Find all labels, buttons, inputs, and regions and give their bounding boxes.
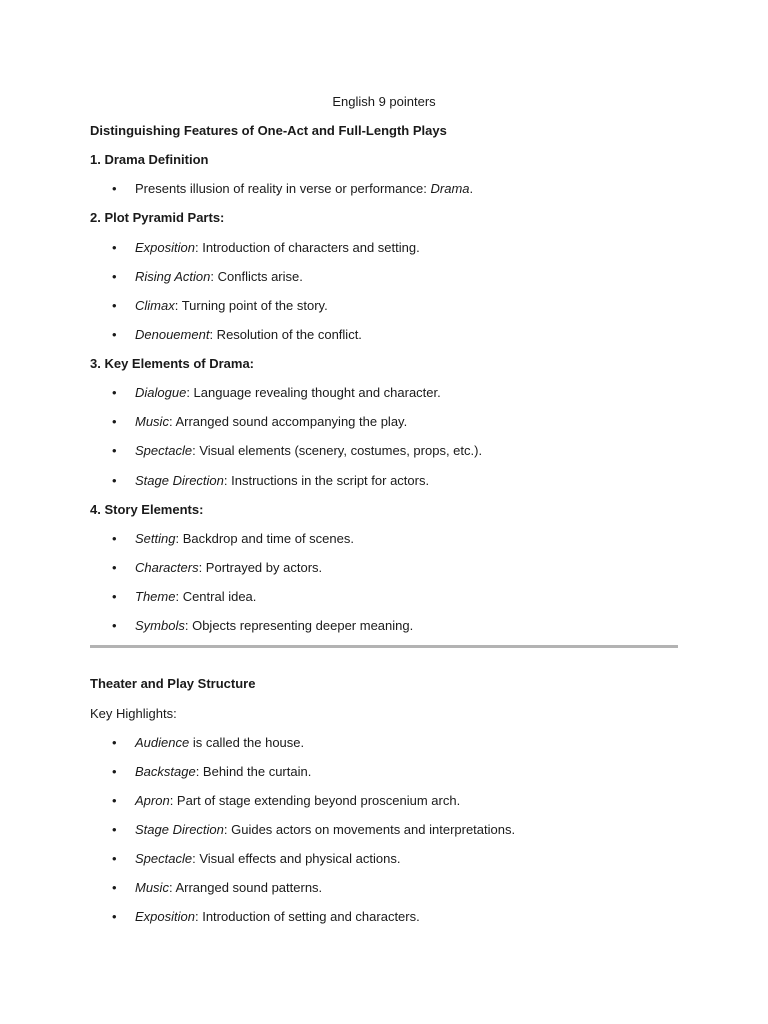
item-text: : Resolution of the conflict. — [209, 327, 362, 342]
item-term: Setting — [135, 531, 176, 546]
list-item — [135, 734, 304, 752]
list-item — [135, 850, 400, 868]
list-item — [135, 530, 354, 548]
bullet-icon: • — [112, 240, 117, 255]
item-term: Rising Action — [135, 269, 211, 284]
bullet-icon: • — [112, 618, 117, 633]
item-term: Symbols — [135, 618, 185, 633]
list-item — [135, 588, 256, 606]
list-item — [135, 268, 303, 286]
bullet-icon: • — [112, 531, 117, 546]
bullet-icon: • — [112, 764, 117, 779]
bullet-icon: • — [112, 443, 117, 458]
bullet-icon: • — [112, 298, 117, 313]
list-item — [135, 413, 407, 431]
item-term: Theme — [135, 589, 176, 604]
item-text: : Arranged sound patterns. — [168, 880, 323, 895]
item-term: Stage Direction — [135, 822, 224, 837]
item-text: : Language revealing thought and character. — [186, 385, 441, 400]
list-item — [135, 180, 473, 198]
bullet-icon: • — [112, 735, 117, 750]
document-title: English 9 pointers — [332, 94, 436, 109]
item-term: Music — [135, 880, 169, 895]
item-term: Audience — [135, 735, 190, 750]
item-term: Exposition — [135, 240, 195, 255]
list-item — [135, 472, 429, 490]
item-term: Backstage — [135, 764, 196, 779]
list-item — [135, 792, 460, 810]
item-text: : Backdrop and time of scenes. — [175, 531, 354, 546]
list-item — [135, 559, 322, 577]
item-text: : Turning point of the story. — [174, 298, 328, 313]
item-text: Presents illusion of reality in verse or performance: — [135, 181, 431, 196]
section-heading-theater-structure: Theater and Play Structure — [90, 676, 256, 691]
list-item — [135, 821, 515, 839]
document-subtitle: Distinguishing Features of One-Act and Full-Length Plays — [90, 123, 447, 138]
list-item — [135, 617, 413, 635]
bullet-icon: • — [112, 269, 117, 284]
item-text: : Introduction of characters and setting. — [194, 240, 420, 255]
list-item — [135, 763, 311, 781]
bullet-icon: • — [112, 181, 117, 196]
item-text: : Part of stage extending beyond proscenium arch. — [169, 793, 461, 808]
item-term: Apron — [135, 793, 170, 808]
item-text: : Behind the curtain. — [195, 764, 312, 779]
section-heading-drama-definition: 1. Drama Definition — [90, 152, 209, 167]
bullet-icon: • — [112, 880, 117, 895]
list-item — [135, 908, 420, 926]
bullet-icon: • — [112, 385, 117, 400]
item-term: Climax — [135, 298, 175, 313]
item-text: : Introduction of setting and characters. — [194, 909, 420, 924]
item-text: : Objects representing deeper meaning. — [184, 618, 414, 633]
item-text: : Guides actors on movements and interpretations. — [223, 822, 516, 837]
item-term: Dialogue — [135, 385, 187, 400]
item-tail: . — [469, 181, 474, 196]
list-item — [135, 442, 482, 460]
section-heading-plot-pyramid: 2. Plot Pyramid Parts: — [90, 210, 225, 225]
bullet-icon: • — [112, 560, 117, 575]
item-term: Denouement — [135, 327, 210, 342]
item-term: Drama — [430, 181, 470, 196]
section-heading-story-elements: 4. Story Elements: — [90, 502, 204, 517]
list-item — [135, 879, 322, 897]
bullet-icon: • — [112, 909, 117, 924]
item-term: Exposition — [135, 909, 195, 924]
item-term: Spectacle — [135, 851, 193, 866]
item-term: Characters — [135, 560, 199, 575]
bullet-icon: • — [112, 589, 117, 604]
list-item — [135, 239, 420, 257]
item-text: : Portrayed by actors. — [198, 560, 323, 575]
bullet-icon: • — [112, 822, 117, 837]
item-text: : Conflicts arise. — [210, 269, 303, 284]
horizontal-divider — [90, 645, 678, 648]
item-term: Music — [135, 414, 169, 429]
bullet-icon: • — [112, 851, 117, 866]
item-text: : Instructions in the script for actors. — [223, 473, 430, 488]
section-heading-key-elements: 3. Key Elements of Drama: — [90, 356, 255, 371]
item-text: : Arranged sound accompanying the play. — [168, 414, 408, 429]
bullet-icon: • — [112, 793, 117, 808]
bullet-icon: • — [112, 473, 117, 488]
bullet-icon: • — [112, 327, 117, 342]
list-item — [135, 384, 441, 402]
key-highlights-label: Key Highlights: — [90, 706, 177, 721]
list-item — [135, 326, 362, 344]
item-text: is called the house. — [189, 735, 305, 750]
list-item — [135, 297, 328, 315]
item-text: : Visual elements (scenery, costumes, props, etc.). — [192, 443, 483, 458]
bullet-icon: • — [112, 414, 117, 429]
item-text: : Central idea. — [175, 589, 257, 604]
item-text: : Visual effects and physical actions. — [192, 851, 401, 866]
item-term: Stage Direction — [135, 473, 224, 488]
item-term: Spectacle — [135, 443, 193, 458]
